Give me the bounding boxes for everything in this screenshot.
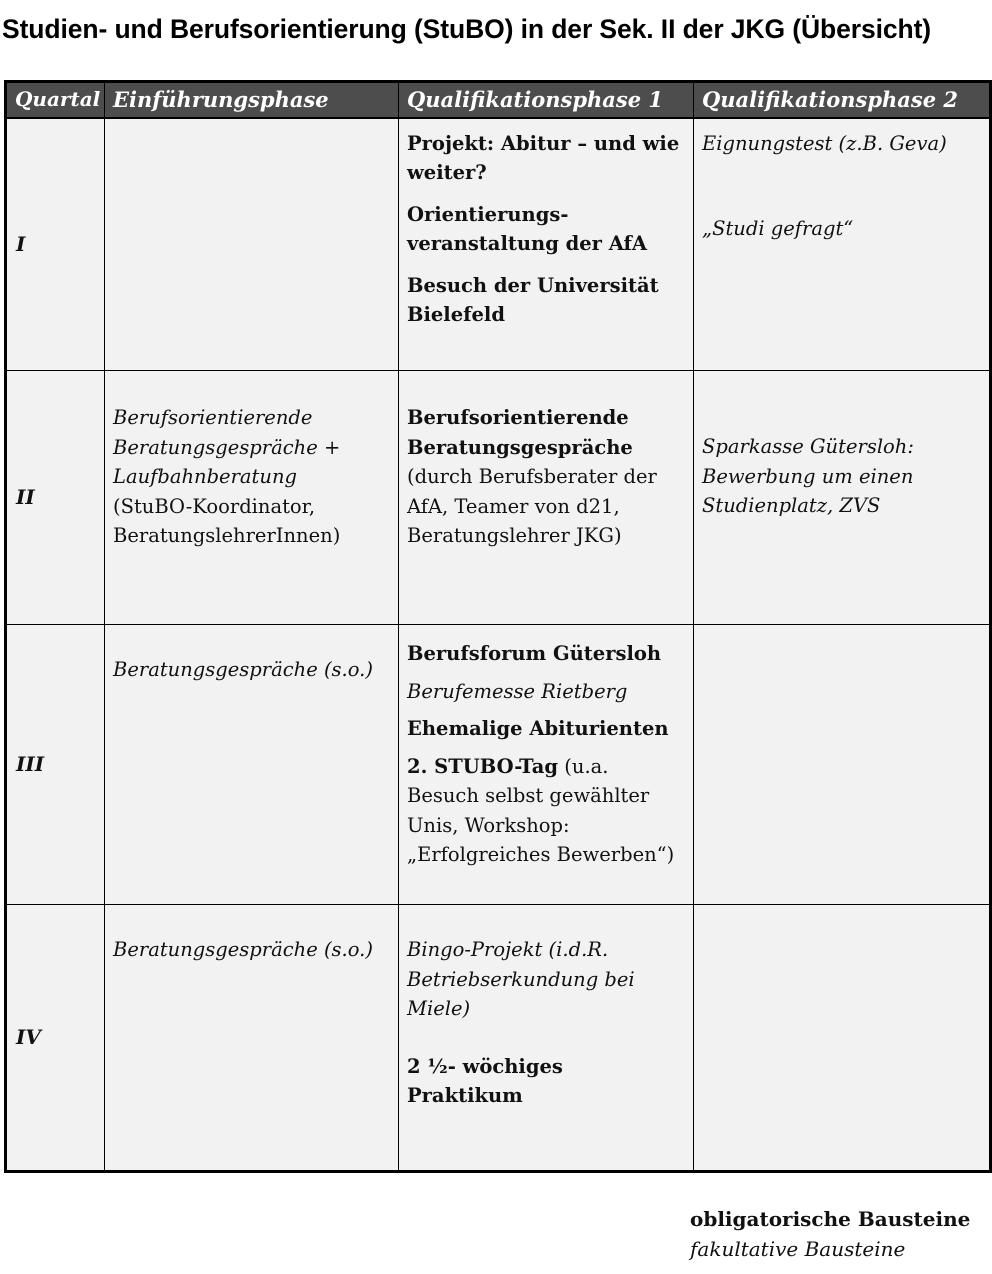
item-obligatorisch: Berufsorientierende Beratungsgespräche: [407, 406, 633, 459]
item-obligatorisch: Berufsforum Gütersloh: [407, 642, 662, 665]
item-obligatorisch: Orientierungs-veranstaltung der AfA: [407, 202, 648, 255]
quartal-cell: II: [6, 371, 105, 625]
q1-cell: [399, 625, 694, 905]
item-obligatorisch: 2. STUBO-Tag: [407, 754, 559, 778]
header-row: [6, 82, 991, 118]
item-obligatorisch: 2 ½- wöchiges Praktikum: [407, 1054, 563, 1107]
item-note: (u.a. Besuch selbst gewählter Unis, Workshop: „Erfolgreiches Bewerben“): [407, 754, 675, 866]
table-row: [6, 371, 991, 625]
header-quartal: Quartal: [6, 82, 105, 118]
q2-cell: [694, 118, 991, 371]
item-fakultativ: „Studi gefragt“: [702, 217, 854, 240]
quartal-cell: I: [6, 118, 105, 371]
item-obligatorisch: Ehemalige Abiturienten: [407, 717, 669, 740]
q1-cell: [399, 371, 694, 625]
q1-cell: [399, 118, 694, 371]
item-fakultativ: Sparkasse Gütersloh: Bewerbung um einen Studienplatz, ZVS: [702, 435, 914, 517]
item-fakultativ: Bingo-Projekt (i.d.R. Betriebserkundung bei Miele): [407, 938, 635, 1020]
item-fakultativ: Berufsorientierende Beratungsgespräche + Laufbahnberatung: [113, 406, 341, 488]
item-fakultativ: Berufemesse Rietberg: [407, 679, 628, 703]
header-qualifikationsphase-1: Qualifikationsphase 1: [399, 82, 694, 118]
q1-cell: [399, 905, 694, 1172]
quartal-cell: III: [6, 625, 105, 905]
item-fakultativ: Beratungsgespräche (s.o.): [113, 658, 373, 681]
overview-table: [4, 80, 992, 1173]
quartal-cell: IV: [6, 905, 105, 1172]
item-fakultativ: Eignungstest (z.B. Geva): [702, 131, 947, 155]
table-row: [6, 118, 991, 371]
legend-fakultativ: fakultative Bausteine: [690, 1237, 906, 1261]
q2-cell: [694, 371, 991, 625]
item-obligatorisch: Projekt: Abitur – und wie weiter?: [407, 131, 680, 184]
item-note: (StuBO-Koordinator, BeratungslehrerInnen): [113, 494, 341, 547]
item-note: (durch Berufsberater der AfA, Teamer von d21, Beratungslehrer JKG): [407, 465, 657, 547]
item-fakultativ: Beratungsgespräche (s.o.): [113, 938, 373, 961]
ef-cell: [105, 905, 399, 1172]
table-row: [6, 625, 991, 905]
legend: [690, 1204, 970, 1264]
legend-obligatorisch: obligatorische Bausteine: [690, 1207, 971, 1231]
page-title: Studien- und Berufsorientierung (StuBO) in der Sek. II der JKG (Übersicht): [2, 14, 932, 44]
table-row: [6, 905, 991, 1172]
ef-cell: [105, 118, 399, 371]
q2-cell: [694, 625, 991, 905]
header-qualifikationsphase-2: Qualifikationsphase 2: [694, 82, 991, 118]
q2-cell: [694, 905, 991, 1172]
header-einfuehrungsphase: Einführungsphase: [105, 82, 399, 118]
ef-cell: [105, 371, 399, 625]
stubo-tag-entry: [407, 752, 685, 870]
item-obligatorisch: Besuch der Universität Bielefeld: [407, 273, 659, 326]
ef-cell: [105, 625, 399, 905]
